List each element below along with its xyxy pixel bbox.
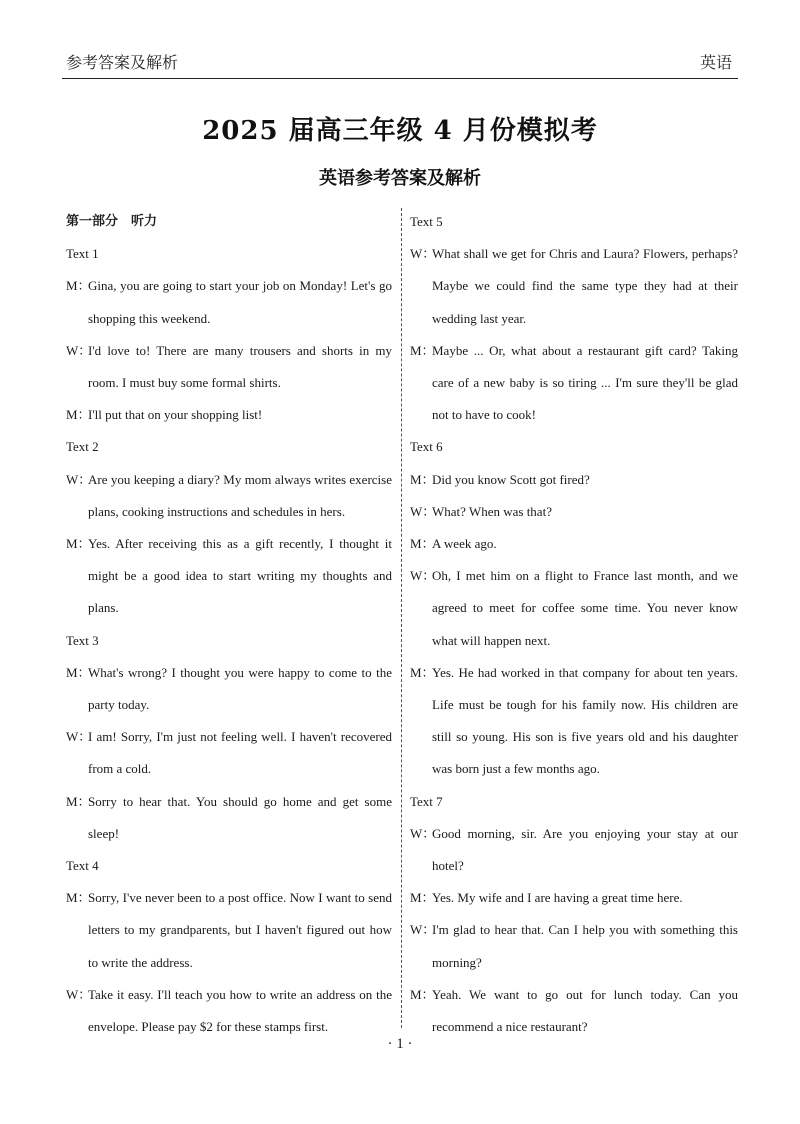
dialogue-line	[410, 818, 738, 882]
dialogue-line	[66, 721, 392, 785]
dialogue-line	[410, 657, 738, 786]
header-rule	[62, 78, 738, 79]
dialogue-line	[410, 560, 738, 657]
dialogue-text: Maybe ... Or, what about a restaurant gift card? Taking care of a new baby is so tiring ... I'm sure they'll be glad not to have to cook!	[432, 342, 738, 423]
left-column-body	[66, 238, 392, 1043]
speaker-label: M：	[66, 890, 91, 906]
text-label: Text 1	[66, 246, 99, 262]
dialogue-line	[66, 335, 392, 399]
dialogue-text: Yeah. We want to go out for lunch today. Can you recommend a nice restaurant?	[432, 986, 738, 1035]
speaker-label: M：	[66, 407, 91, 423]
dialogue-line	[66, 882, 392, 979]
dialogue-line	[66, 464, 392, 528]
speaker-label: M：	[66, 278, 91, 294]
speaker-label: M：	[410, 986, 435, 1002]
dialogue-line	[410, 882, 738, 914]
section-title: 第一部分 听力	[66, 214, 158, 229]
dialogue-line	[66, 270, 392, 334]
dialogue-line	[410, 238, 738, 335]
dialogue-line	[66, 399, 392, 431]
dialogue-text: Yes. After receiving this as a gift recently, I thought it might be a good idea to start writing my thoughts and plans.	[88, 536, 392, 616]
right-column-body	[410, 206, 738, 1043]
dialogue-text: Yes. My wife and I are having a great time here.	[432, 890, 683, 906]
speaker-label: M：	[410, 664, 435, 680]
speaker-label: W：	[66, 342, 92, 358]
dialogue-text: I'll put that on your shopping list!	[88, 407, 263, 423]
page-title: 2025 届高三年级 4 月份模拟考	[202, 116, 598, 146]
speaker-label: W：	[410, 568, 436, 584]
dialogue-text: What? When was that?	[432, 503, 552, 519]
header-left-title: 参考答案及解析	[66, 53, 179, 72]
speaker-label: W：	[410, 246, 436, 262]
dialogue-text: What's wrong? I thought you were happy to come to the party today.	[88, 664, 392, 713]
dialogue-text: Did you know Scott got fired?	[432, 471, 590, 487]
left-column	[66, 206, 392, 1043]
speaker-label: M：	[410, 536, 435, 552]
text-label: Text 2	[66, 439, 99, 455]
dialogue-line	[66, 979, 392, 1043]
speaker-label: W：	[410, 503, 436, 519]
dialogue-line	[410, 528, 738, 560]
speaker-label: M：	[410, 471, 435, 487]
speaker-label: W：	[410, 922, 436, 938]
dialogue-text: A week ago.	[432, 536, 497, 552]
speaker-label: W：	[66, 729, 92, 745]
dialogue-text: Sorry, I've never been to a post office. Now I want to send letters to my grandparents, but I haven't figured out how to write the address.	[88, 890, 392, 970]
header-subject: 英语	[699, 53, 732, 72]
dialogue-line	[410, 496, 738, 528]
dialogue-line	[66, 657, 392, 721]
text-label: Text 7	[410, 793, 443, 809]
speaker-label: M：	[66, 664, 91, 680]
speaker-label: W：	[66, 471, 92, 487]
text-label: Text 5	[410, 214, 443, 229]
dialogue-line	[410, 464, 738, 496]
dialogue-text: I'm glad to hear that. Can I help you with something this morning?	[432, 922, 738, 970]
dialogue-text: Are you keeping a diary? My mom always writes exercise plans, cooking instructions and schedules in hers.	[88, 471, 392, 519]
speaker-label: W：	[66, 986, 92, 1002]
right-column	[410, 206, 738, 1043]
speaker-label: M：	[66, 536, 91, 552]
dialogue-text: Yes. He had worked in that company for about ten years. Life must be tough for his family now. His children are still so young. His son is five years old and his daughter was born just a few months ago.	[432, 664, 738, 777]
text-label: Text 4	[66, 858, 99, 874]
text-label: Text 3	[66, 632, 99, 648]
dialogue-text: Take it easy. I'll teach you how to write an address on the envelope. Please pay $2 for these stamps first.	[88, 986, 392, 1035]
speaker-label: M：	[66, 793, 91, 809]
speaker-label: M：	[410, 342, 435, 358]
dialogue-text: I'd love to! There are many trousers and shorts in my room. I must buy some formal shirts.	[88, 342, 392, 391]
dialogue-text: Gina, you are going to start your job on Monday! Let's go shopping this weekend.	[88, 278, 392, 326]
page-number: · 1 ·	[387, 1036, 413, 1052]
dialogue-line	[410, 979, 738, 1043]
dialogue-line	[410, 335, 738, 432]
dialogue-text: I am! Sorry, I'm just not feeling well. I haven't recovered from a cold.	[88, 729, 392, 777]
dialogue-line	[66, 786, 392, 850]
dialogue-line	[410, 914, 738, 978]
column-divider	[401, 208, 402, 1028]
text-label: Text 6	[410, 439, 443, 455]
speaker-label: W：	[410, 825, 436, 841]
speaker-label: M：	[410, 890, 435, 906]
dialogue-text: Sorry to hear that. You should go home and get some sleep!	[88, 793, 392, 841]
page-subtitle: 英语参考答案及解析	[319, 168, 481, 189]
dialogue-text: What shall we get for Chris and Laura? Flowers, perhaps? Maybe we could find the same type they had at their wedding last year.	[432, 246, 738, 326]
dialogue-text: Good morning, sir. Are you enjoying your stay at our hotel?	[432, 825, 738, 874]
dialogue-line	[66, 528, 392, 625]
dialogue-text: Oh, I met him on a flight to France last month, and we agreed to meet for coffee some time. You never know what will happen next.	[432, 568, 738, 648]
